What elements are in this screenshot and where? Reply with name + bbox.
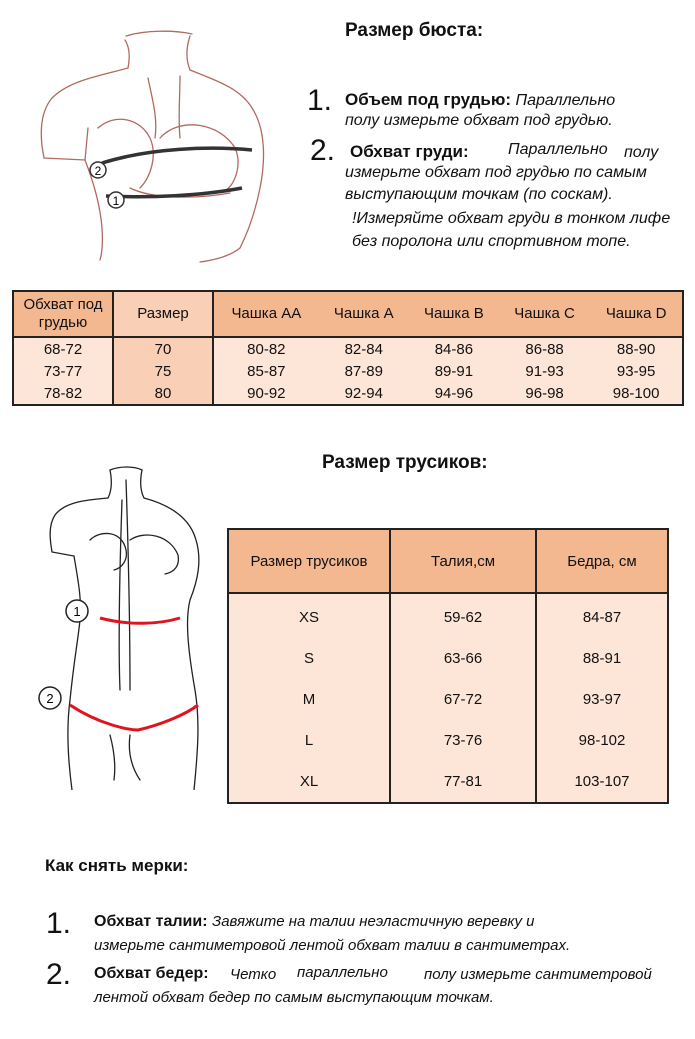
bust-step2-text-b: полу: [624, 144, 659, 161]
table-row: [13, 360, 683, 382]
body-marker-1: 1: [73, 604, 81, 619]
table-cell: XL: [228, 761, 390, 803]
bust-note-a: !Измеряйте обхват груди в тонком лифе: [352, 210, 671, 227]
bust-note-b: без поролона или спортивном топе.: [352, 233, 631, 250]
table-cell: 59-62: [390, 593, 536, 638]
table-cell: 84-86: [409, 337, 499, 360]
table-cell: 85-87: [213, 360, 319, 382]
measure-step2-text-d: лентой обхват бедер по самым выступающим точкам.: [94, 989, 494, 1006]
table-cell: 82-84: [319, 337, 409, 360]
measure-step2-text-c: полу измерьте сантиметровой: [424, 966, 652, 983]
bust-marker-2: 2: [94, 164, 102, 178]
table-cell: 73-76: [390, 720, 536, 761]
table-row: [13, 337, 683, 360]
measure-step2-label: Обхват бедер:: [94, 965, 209, 982]
measure-step2-text-a: Четко: [230, 966, 277, 983]
header-panty-size: Размер трусиков: [228, 529, 390, 593]
table-row: [228, 720, 668, 761]
table-cell: 93-97: [536, 679, 668, 720]
bust-figure: [30, 28, 300, 268]
panties-table-header: [228, 529, 668, 593]
table-cell: 87-89: [319, 360, 409, 382]
header-cup-d: Чашка D: [590, 291, 683, 337]
table-cell: 91-93: [499, 360, 590, 382]
table-cell: 68-72: [13, 337, 113, 360]
bust-step2-label: Обхват груди:: [350, 142, 469, 161]
table-cell: 80: [113, 382, 213, 405]
table-cell: 67-72: [390, 679, 536, 720]
table-cell: 63-66: [390, 638, 536, 679]
measure-step2-text-b: параллельно: [297, 964, 388, 981]
measure-step2-num: 2.: [46, 958, 72, 991]
body-figure: [30, 460, 220, 790]
header-cup-b: Чашка B: [409, 291, 499, 337]
table-cell: 70: [113, 337, 213, 360]
measure-step1-num: 1.: [46, 907, 72, 940]
bust-marker-1: 1: [112, 194, 120, 208]
header-cup-aa: Чашка AA: [213, 291, 319, 337]
bust-step1-line: [345, 90, 615, 110]
table-row: [228, 638, 668, 679]
measure-step1-text-a: Завяжите на талии неэластичную веревку и: [211, 913, 535, 930]
table-cell: 86-88: [499, 337, 590, 360]
bust-step1-text-a: Параллельно: [515, 92, 616, 109]
bra-size-table: [12, 290, 684, 406]
table-row: [228, 593, 668, 638]
table-cell: L: [228, 720, 390, 761]
table-cell: 84-87: [536, 593, 668, 638]
table-cell: 98-100: [590, 382, 683, 405]
body-marker-2: 2: [46, 691, 54, 706]
table-cell: S: [228, 638, 390, 679]
header-cup-a: Чашка A: [319, 291, 409, 337]
table-cell: 78-82: [13, 382, 113, 405]
bust-step1-text-b: полу измерьте обхват под грудью.: [345, 112, 613, 129]
table-cell: 93-95: [590, 360, 683, 382]
header-waist: Талия,см: [390, 529, 536, 593]
measure-title: Как снять мерки:: [45, 856, 189, 875]
table-cell: 75: [113, 360, 213, 382]
table-cell: 103-107: [536, 761, 668, 803]
table-cell: 90-92: [213, 382, 319, 405]
bust-step1-label: Объем под грудью:: [345, 90, 512, 109]
panties-title: Размер трусиков:: [322, 452, 488, 473]
table-cell: 80-82: [213, 337, 319, 360]
header-underbust: Обхват под грудью: [13, 291, 113, 337]
table-cell: 88-90: [590, 337, 683, 360]
panties-size-table: [227, 528, 669, 804]
table-cell: 73-77: [13, 360, 113, 382]
bust-step2-text-a: Параллельно: [508, 141, 608, 158]
table-cell: 98-102: [536, 720, 668, 761]
table-row: [228, 679, 668, 720]
bust-step2-num: 2.: [310, 134, 336, 167]
header-hips: Бедра, см: [536, 529, 668, 593]
measure-step1-text-b: измерьте сантиметровой лентой обхват талии в сантиметрах.: [94, 937, 571, 954]
header-size: Размер: [113, 291, 213, 337]
table-cell: 77-81: [390, 761, 536, 803]
bust-step1-num: 1.: [307, 84, 333, 117]
bra-table-header: [13, 291, 683, 337]
table-cell: 89-91: [409, 360, 499, 382]
bust-step2-text-c: измерьте обхват под грудью по самым: [345, 164, 647, 181]
bust-step2-text-d: выступающим точкам (по соскам).: [345, 186, 613, 203]
table-cell: XS: [228, 593, 390, 638]
table-row: [13, 382, 683, 405]
table-cell: 96-98: [499, 382, 590, 405]
table-cell: 94-96: [409, 382, 499, 405]
measure-step1-label: Обхват талии:: [94, 913, 208, 930]
bust-title: Размер бюста:: [345, 20, 484, 41]
table-cell: 92-94: [319, 382, 409, 405]
table-cell: M: [228, 679, 390, 720]
header-cup-c: Чашка C: [499, 291, 590, 337]
table-cell: 88-91: [536, 638, 668, 679]
table-row: [228, 761, 668, 803]
measure-step1-line: [94, 913, 534, 931]
